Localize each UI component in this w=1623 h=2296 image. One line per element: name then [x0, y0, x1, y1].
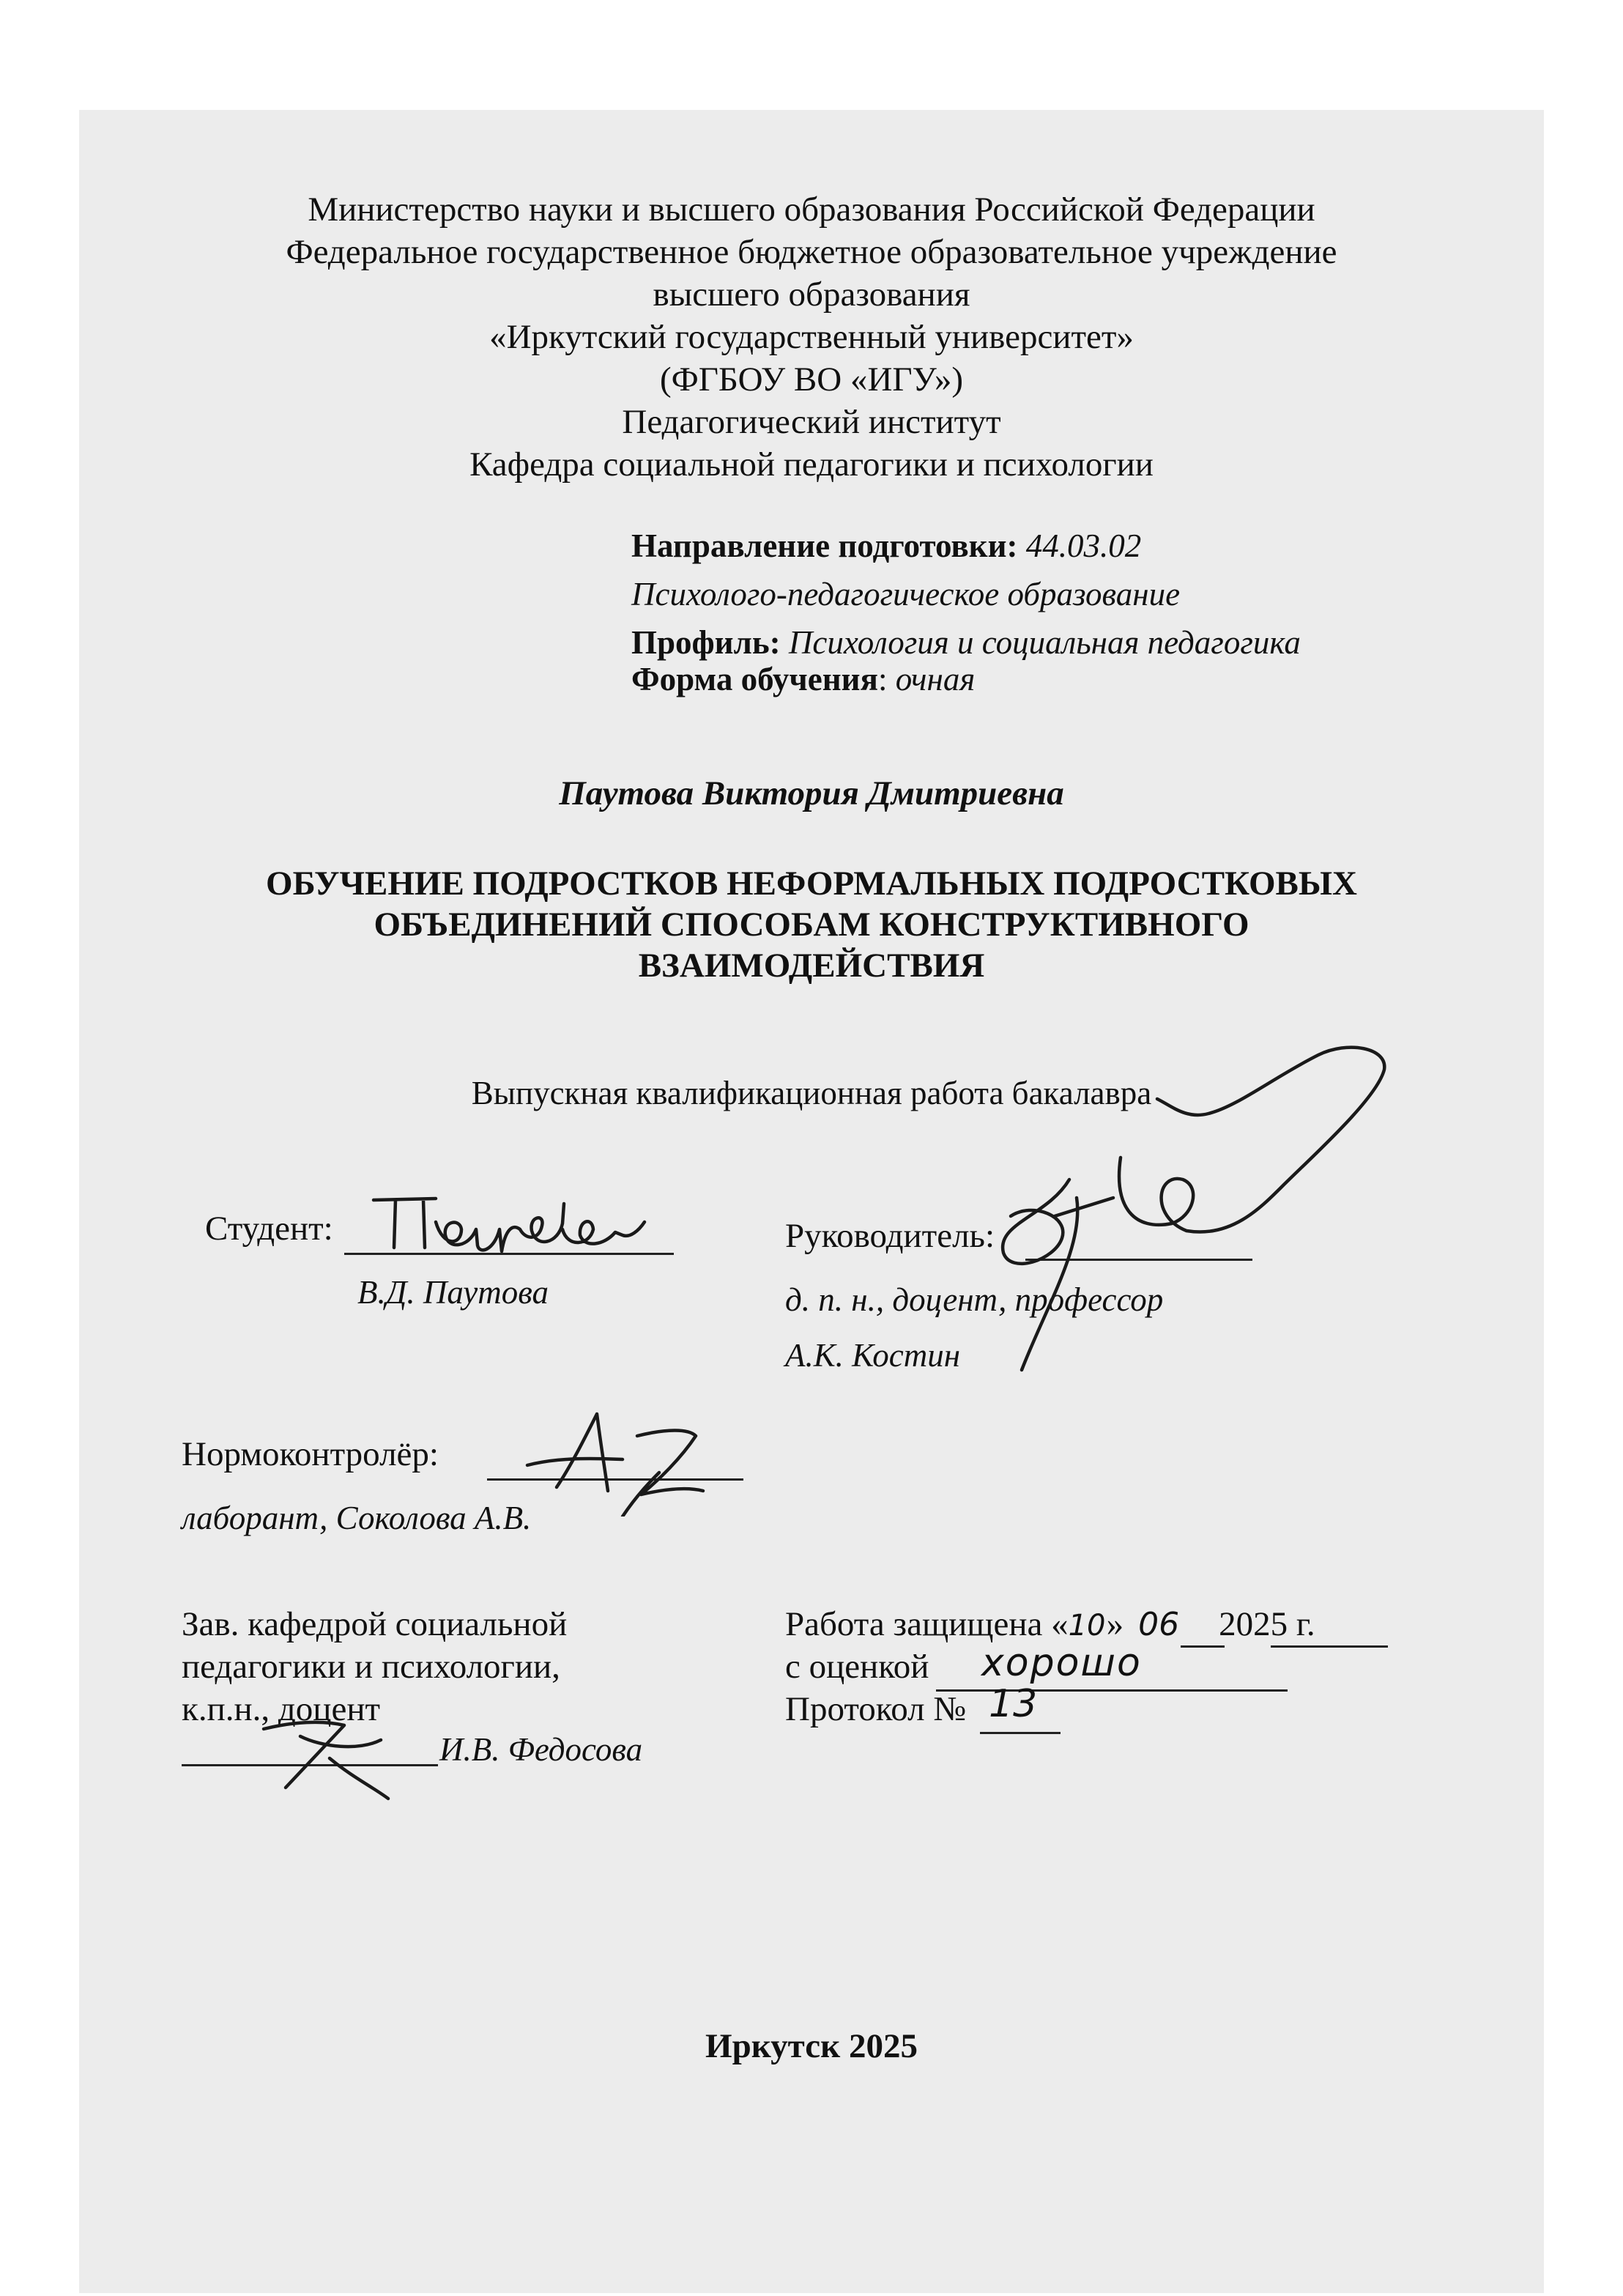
protocol-number: 13 [989, 1682, 1038, 1726]
university-name: «Иркутский государственный университет» [489, 318, 1134, 356]
institution-line-1: Федеральное государственное бюджетное образовательное учреждение [286, 233, 1337, 271]
direction-code: 44.03.02 [1025, 527, 1142, 564]
thesis-title-line-1: ОБУЧЕНИЕ ПОДРОСТКОВ НЕФОРМАЛЬНЫХ ПОДРОСТКОВЫХ [266, 864, 1357, 903]
head-title-line-2: педагогики и психологии, [182, 1648, 560, 1686]
head-title-line-3: к.п.н., доцент [182, 1690, 381, 1728]
author-name: Паутова Виктория Дмитриевна [559, 774, 1064, 812]
defense-line [785, 1604, 1315, 1644]
defense-prefix: Работа защищена « [785, 1605, 1069, 1643]
protocol-line [980, 1732, 1061, 1734]
head-signature-line [182, 1764, 438, 1766]
grade-label: с оценкой [785, 1648, 929, 1686]
normcontroller-label: Нормоконтролёр: [182, 1435, 439, 1473]
supervisor-name: А.К. Костин [785, 1337, 961, 1374]
thesis-title-line-3: ВЗАИМОДЕЙСТВИЯ [638, 947, 985, 985]
institute-name: Педагогический институт [622, 403, 1001, 441]
study-form-value: очная [895, 661, 976, 697]
direction-label: Направление подготовки: [631, 527, 1018, 564]
normcontroller-detail: лаборант, Соколова А.В. [182, 1500, 532, 1536]
department-name: Кафедра социальной педагогики и психологии [469, 445, 1154, 484]
defense-month-line [1271, 1645, 1388, 1648]
institution-line-2: высшего образования [653, 275, 970, 314]
defense-mid: » [1106, 1605, 1124, 1643]
student-signature-line [344, 1253, 674, 1255]
defense-year: 2025 г. [1219, 1605, 1315, 1643]
direction-name: Психолого-педагогическое образование [631, 576, 1181, 612]
student-label: Студент: [205, 1210, 333, 1248]
grade-value: хорошо [981, 1641, 1142, 1685]
profile-label: Профиль: [631, 624, 781, 661]
thesis-title-line-2: ОБЪЕДИНЕНИЙ СПОСОБАМ КОНСТРУКТИВНОГО [374, 906, 1249, 944]
defense-month: 06 [1138, 1606, 1180, 1643]
work-type: Выпускная квалификационная работа бакалавра [471, 1075, 1152, 1111]
study-form-label: Форма обучения [631, 661, 878, 697]
protocol-label: Протокол № [785, 1690, 967, 1728]
head-title-line-1: Зав. кафедрой социальной [182, 1605, 568, 1643]
supervisor-signature-line [1025, 1259, 1252, 1261]
student-name: В.Д. Паутова [357, 1274, 549, 1311]
study-form-colon: : [877, 661, 888, 697]
supervisor-title: д. п. н., доцент, профессор [785, 1281, 1164, 1318]
ministry-line: Министерство науки и высшего образования Российской Федерации [308, 190, 1315, 229]
profile-line [631, 623, 1301, 662]
defense-day-line [1181, 1645, 1225, 1648]
normcontroller-signature-line [487, 1478, 743, 1481]
city-year: Иркутск 2025 [705, 2027, 918, 2065]
university-abbreviation: (ФГБОУ ВО «ИГУ») [659, 360, 964, 399]
defense-day: 10 [1068, 1609, 1106, 1643]
profile-value: Психология и социальная педагогика [788, 624, 1301, 661]
head-name: И.В. Федосова [439, 1731, 643, 1768]
direction-line [631, 526, 1141, 566]
study-form-line [631, 659, 975, 699]
supervisor-label: Руководитель: [785, 1217, 995, 1255]
